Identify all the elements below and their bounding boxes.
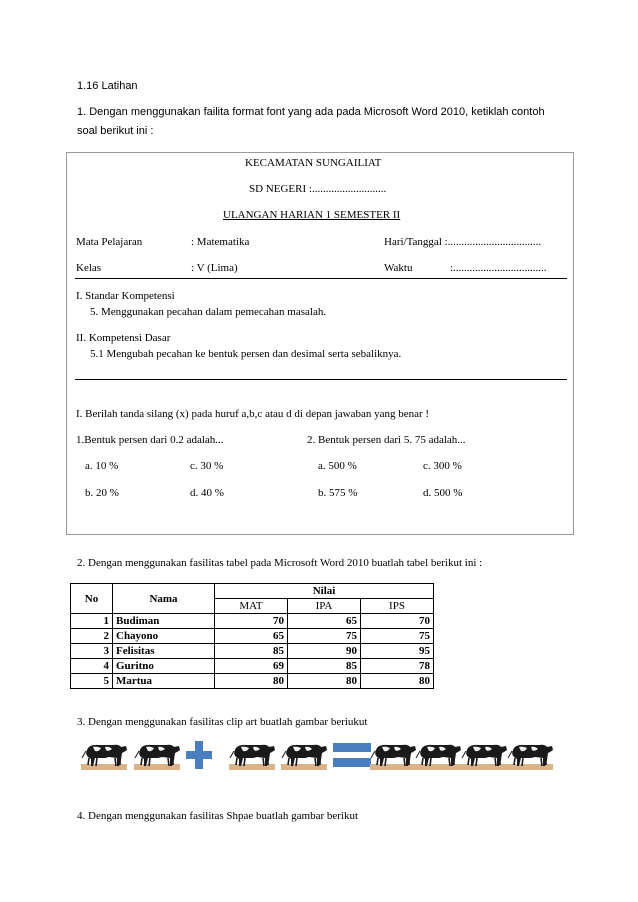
kelas-value: : V (Lima): [191, 262, 238, 274]
header-divider: [75, 278, 567, 279]
grades-table: [70, 583, 434, 689]
q1-option-c: c. 30 %: [190, 460, 224, 472]
cell-ips: 78: [361, 659, 434, 674]
cow-icon: [459, 738, 509, 772]
plus-icon: [186, 741, 212, 769]
cell-no: 4: [71, 659, 113, 674]
col-nilai-header: Nilai: [215, 584, 434, 599]
q2-option-b: b. 575 %: [318, 487, 358, 499]
q1-option-d: d. 40 %: [190, 487, 224, 499]
sk-title: I. Standar Kompetensi: [76, 290, 175, 302]
mc-question-1: 1.Bentuk persen dari 0.2 adalah...: [76, 434, 224, 446]
cell-nama: Budiman: [113, 614, 215, 629]
col-no-header: No: [71, 584, 113, 614]
kd-text: 5.1 Mengubah pecahan ke bentuk persen dan desimal serta sebaliknya.: [90, 348, 402, 360]
cell-mat: 80: [215, 674, 288, 689]
col-ips-header: IPS: [361, 599, 434, 614]
question-1-line1: 1. Dengan menggunakan failita format font yang ada pada Microsoft Word 2010, ketiklah contoh: [77, 106, 545, 118]
cow-icon: [505, 738, 555, 772]
cell-mat: 85: [215, 644, 288, 659]
cell-mat: 70: [215, 614, 288, 629]
cell-ips: 75: [361, 629, 434, 644]
cow-icon: [79, 738, 129, 772]
question-2: 2. Dengan menggunakan fasilitas tabel pada Microsoft Word 2010 buatlah tabel berikut ini :: [77, 557, 483, 569]
cow-icon: [279, 738, 329, 772]
mapel-label: Mata Pelajaran: [76, 236, 143, 248]
table-row: [71, 674, 434, 689]
competency-divider: [75, 379, 567, 380]
kd-title: II. Kompetensi Dasar: [76, 332, 171, 344]
form-header-kecamatan: KECAMATAN SUNGAILIAT: [245, 157, 382, 169]
q1-option-b: b. 20 %: [85, 487, 119, 499]
question-4: 4. Dengan menggunakan fasilitas Shpae buatlah gambar berikut: [77, 810, 359, 822]
cow-icon: [132, 738, 182, 772]
q2-option-d: d. 500 %: [423, 487, 463, 499]
equals-icon: [333, 741, 371, 769]
cell-ipa: 65: [288, 614, 361, 629]
table-row: [71, 644, 434, 659]
section-title: 1.16 Latihan: [77, 80, 138, 92]
cell-nama: Chayono: [113, 629, 215, 644]
q1-option-a: a. 10 %: [85, 460, 119, 472]
col-ipa-header: IPA: [288, 599, 361, 614]
cell-nama: Martua: [113, 674, 215, 689]
cow-icon: [413, 738, 463, 772]
cell-ipa: 80: [288, 674, 361, 689]
cell-ips: 95: [361, 644, 434, 659]
cell-no: 2: [71, 629, 113, 644]
mapel-value: : Matematika: [191, 236, 250, 248]
cell-ipa: 85: [288, 659, 361, 674]
table-row: [71, 614, 434, 629]
cell-nama: Felisitas: [113, 644, 215, 659]
q2-option-c: c. 300 %: [423, 460, 462, 472]
waktu-label: Waktu: [384, 262, 413, 274]
q2-option-a: a. 500 %: [318, 460, 357, 472]
question-3: 3. Dengan menggunakan fasilitas clip art buatlah gambar beriukut: [77, 716, 368, 728]
form-header-sd-negeri: SD NEGERI :...........................: [249, 183, 387, 195]
cow-icon: [227, 738, 277, 772]
kelas-label: Kelas: [76, 262, 102, 274]
cell-no: 5: [71, 674, 113, 689]
waktu-value: :..................................: [450, 262, 547, 274]
col-nama-header: Nama: [113, 584, 215, 614]
cell-ipa: 75: [288, 629, 361, 644]
table-row: [71, 629, 434, 644]
tanggal-label: Hari/Tanggal :..................................: [384, 236, 542, 248]
cell-nama: Guritno: [113, 659, 215, 674]
cell-ips: 70: [361, 614, 434, 629]
cow-icon: [368, 738, 418, 772]
table-header-row: [71, 584, 434, 599]
instruction: I. Berilah tanda silang (x) pada huruf a,b,c atau d di depan jawaban yang benar !: [76, 408, 430, 420]
form-header-ulangan: ULANGAN HARIAN 1 SEMESTER II: [223, 209, 401, 221]
cell-ips: 80: [361, 674, 434, 689]
table-row: [71, 659, 434, 674]
mc-question-2: 2. Bentuk persen dari 5. 75 adalah...: [307, 434, 466, 446]
cell-no: 1: [71, 614, 113, 629]
cell-no: 3: [71, 644, 113, 659]
cell-mat: 65: [215, 629, 288, 644]
question-1-line2: soal berikut ini :: [77, 125, 154, 137]
cell-mat: 69: [215, 659, 288, 674]
sk-text: 5. Menggunakan pecahan dalam pemecahan masalah.: [90, 306, 327, 318]
cell-ipa: 90: [288, 644, 361, 659]
col-mat-header: MAT: [215, 599, 288, 614]
